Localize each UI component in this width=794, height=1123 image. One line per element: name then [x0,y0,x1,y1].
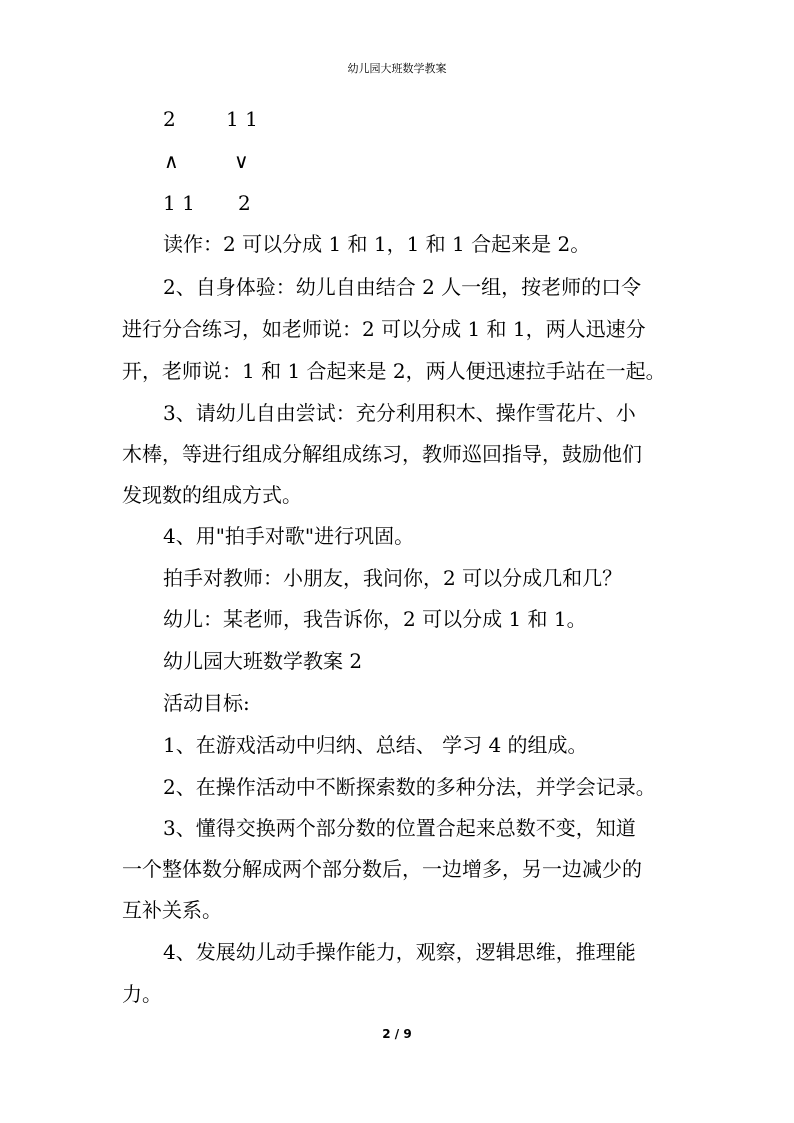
paragraph-4: 4、用"拍手对歌"进行巩固。 [163,524,415,548]
page-number: 2 / 9 [382,1027,412,1041]
paragraph-teacher-question: 拍手对教师：小朋友，我问你，2 可以分成几和几？ [163,566,623,590]
diagram-row3-left: 1 1 [163,191,195,215]
goal-item-4-line-1: 4、发展幼儿动手操作能力，观察，逻辑思维，推理能 [163,940,636,964]
page-header-title: 幼儿园大班数学教案 [347,62,447,75]
goal-item-2: 2、在操作活动中不断探索数的多种分法，并学会记录。 [163,775,656,799]
diagram-row1-left: 2 [163,107,176,131]
paragraph-2-line-1: 2、自身体验：幼儿自由结合 2 人一组，按老师的口令 [163,275,642,299]
section-subtitle-goals: 活动目标: [163,691,250,715]
goal-item-1: 1、在游戏活动中归纳、总结、 学习 4 的组成。 [163,733,588,757]
paragraph-3-line-1: 3、请幼儿自由尝试：充分利用积木、操作雪花片、小 [163,401,636,425]
diagram-row2-right: ∨ [234,149,249,173]
paragraph-child-answer: 幼儿：某老师，我告诉你，2 可以分成 1 和 1。 [163,607,587,631]
paragraph-2-line-3: 开，老师说：1 和 1 合起来是 2，两人便迅速拉手站在一起。 [122,359,666,383]
diagram-row3-right: 2 [238,191,251,215]
diagram-row1-right: 1 1 [226,107,258,131]
paragraph-2-line-2: 进行分合练习，如老师说：2 可以分成 1 和 1，两人迅速分 [122,317,646,341]
goal-item-3-line-3: 互补关系。 [122,898,222,922]
paragraph-read-as: 读作：2 可以分成 1 和 1，1 和 1 合起来是 2。 [163,232,591,256]
goal-item-3-line-1: 3、懂得交换两个部分数的位置合起来总数不变，知道 [163,816,636,840]
goal-item-3-line-2: 一个整体数分解成两个部分数后，一边增多，另一边减少的 [122,857,642,881]
goal-item-4-line-2: 力。 [122,982,162,1006]
diagram-row2-left: ∧ [164,149,179,173]
paragraph-3-line-2: 木棒，等进行组成分解组成练习，教师巡回指导，鼓励他们 [122,442,642,466]
paragraph-3-line-3: 发现数的组成方式。 [122,483,302,507]
section-title-lesson-2: 幼儿园大班数学教案 2 [163,649,363,673]
